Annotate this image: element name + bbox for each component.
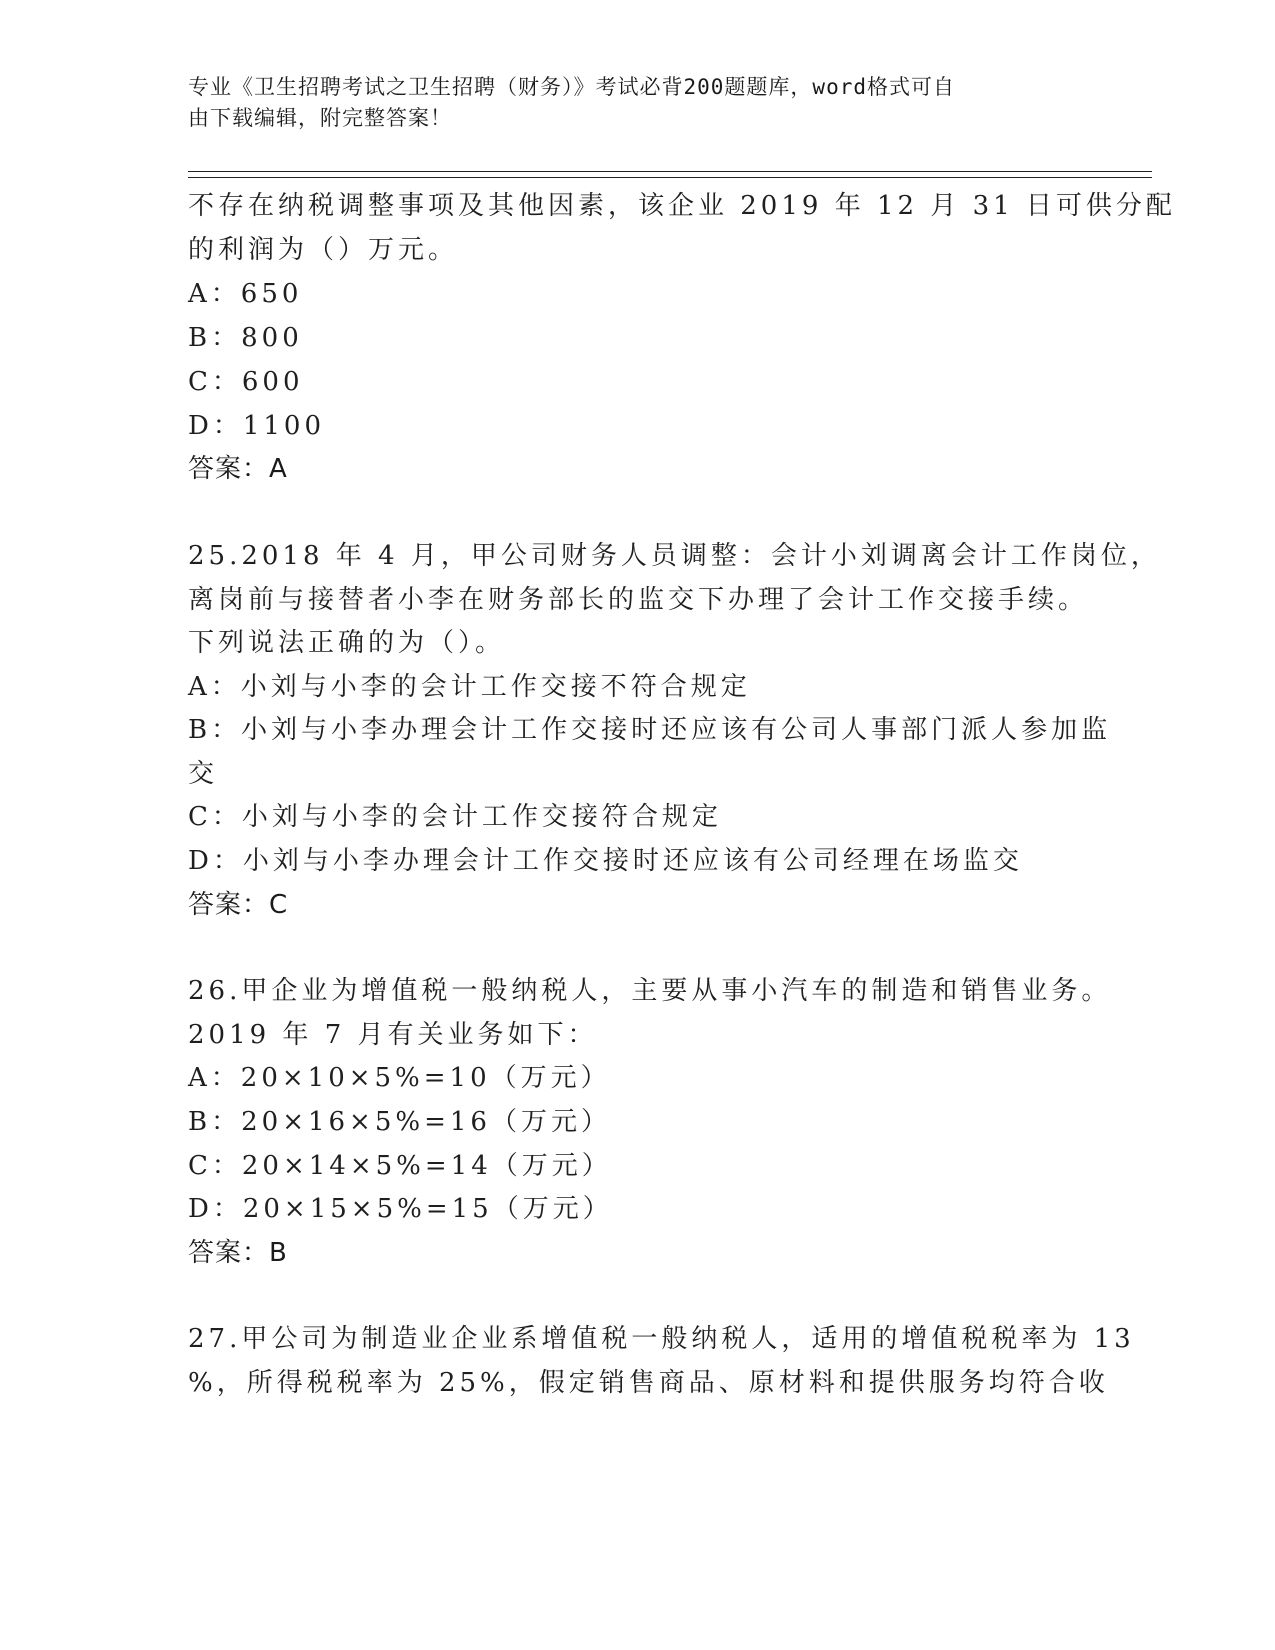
q24-option-d: D：1100 [188,411,326,441]
q26-answer: 答案：B [188,1238,288,1268]
q27-stem-line-1: 27.甲公司为制造业企业系增值税一般纳税人，适用的增值税税率为 13 [188,1324,1135,1354]
header-divider-bottom [188,177,1152,178]
q26-stem-line-2: 2019 年 7 月有关业务如下： [188,1020,598,1050]
q25-option-d: D：小刘与小李办理会计工作交接时还应该有公司经理在场监交 [188,846,1023,876]
q24-option-a: A：650 [188,279,303,309]
q25-option-c: C：小刘与小李的会计工作交接符合规定 [188,802,722,832]
q25-option-b-line-1: B：小刘与小李办理会计工作交接时还应该有公司人事部门派人参加监 [188,715,1112,745]
q26-option-b: B：20×16×5%=16（万元） [188,1107,611,1137]
header-divider-top [188,171,1152,172]
q24-answer: 答案：A [188,454,288,484]
q26-stem-line-1: 26.甲企业为增值税一般纳税人，主要从事小汽车的制造和销售业务。 [188,976,1112,1006]
document-header [188,72,1068,134]
q26-option-d: D：20×15×5%=15（万元） [188,1194,613,1224]
q25-option-a: A：小刘与小李的会计工作交接不符合规定 [188,672,751,702]
header-line-1: 专业《卫生招聘考试之卫生招聘（财务）》考试必背200题题库，word格式可自 [188,75,955,99]
q24-option-c: C：600 [188,367,304,397]
q25-answer: 答案：C [188,890,289,920]
q24-stem-line-1: 不存在纳税调整事项及其他因素，该企业 2019 年 12 月 31 日可供分配 [188,191,1176,221]
q25-stem-line-2: 离岗前与接替者小李在财务部长的监交下办理了会计工作交接手续。 [188,585,1089,615]
q25-option-b-line-2: 交 [188,759,219,789]
q25-stem-line-3: 下列说法正确的为（）。 [188,628,506,658]
q24-option-b: B：800 [188,323,303,353]
q24-stem-line-2: 的利润为（）万元。 [188,235,459,265]
q27-stem-line-2: %，所得税税率为 25%，假定销售商品、原材料和提供服务均符合收 [188,1368,1109,1398]
q26-option-c: C：20×14×5%=14（万元） [188,1151,612,1181]
header-line-2: 由下载编辑，附完整答案！ [188,106,452,130]
q26-option-a: A：20×10×5%=10（万元） [188,1063,611,1093]
q25-stem-line-1: 25.2018 年 4 月，甲公司财务人员调整：会计小刘调离会计工作岗位， [188,541,1161,571]
